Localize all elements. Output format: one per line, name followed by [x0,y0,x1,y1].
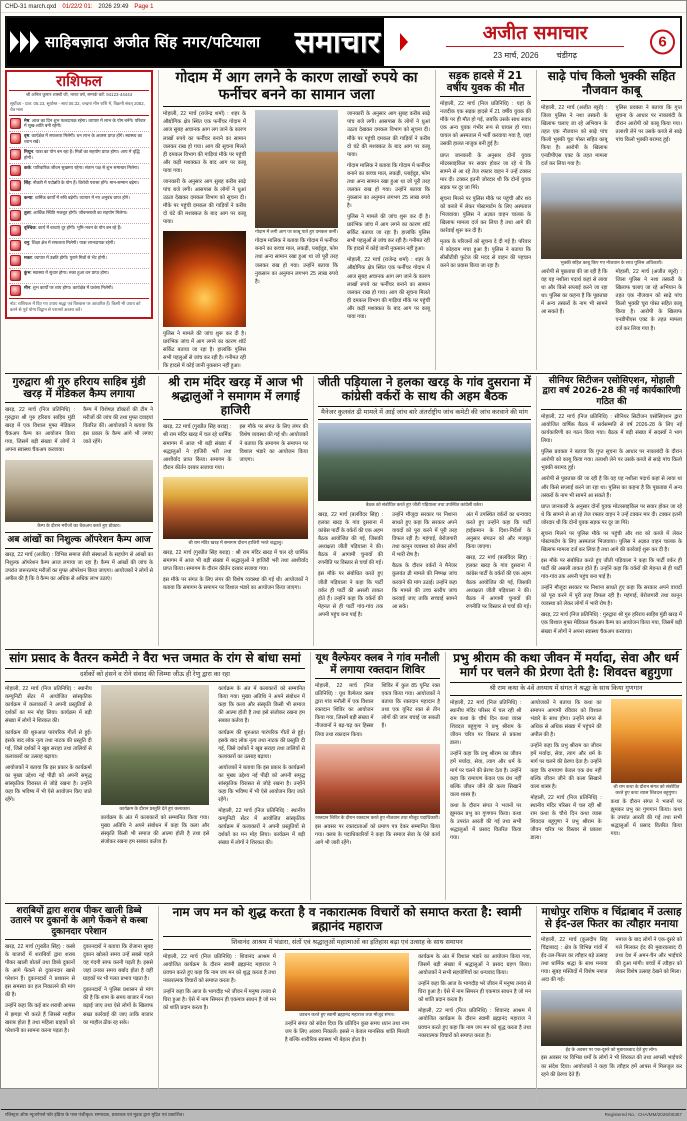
edition-name: साहिबज़ादा अजीत सिंह नगर/पटियाला [45,33,261,51]
sign-name: वृश्चिक [24,225,36,231]
list-item: सिंह: नौकरी में पदोन्नति के योग हैं। विरोधी परास्त होंगे। मान-सम्मान बढ़ेगा। [9,179,149,194]
headline-senior-citizen: सीनियर सिटीजन एसोसिएशन, मोहाली द्वारा वर्ष 2026-28 की नई कार्यकारिणी गठित की [541,376,682,410]
masthead-edition-block [7,18,384,66]
photo-caption: रक्तदान शिविर के दौरान रक्तदान करते हुए नौजवान तथा मौजूद पदाधिकारी। [315,814,440,820]
issue-date: 23 मार्च, 2026 [493,50,539,60]
article-fire-body [163,110,246,229]
photo-caption: श्री राम मंदिर खरड़ में समागम दौरान हाजिरी भरते श्रद्धालु। [188,539,283,545]
photo-swami [285,953,409,1011]
para: मोहाली, 22 मार्च (राजेन्द्र शर्मा) : शहर के औद्योगिक क्षेत्र स्थित एक फर्नीचर गोदाम में आज सुबह अचानक आग लग जाने के कारण लाखों रुपये का फर्नीचर बनाने का सामान जलकर राख हो गया। आग की सूचना मिलते ही दमकल विभाग की गाड़ियां मौके पर पहुंचीं और कड़ी मशक्कत के बाद आग पर काबू पाया गया। [347,257,430,320]
para: मोहाली, 22 मार्च (निज प्रतिनिधि) : स्थानीय मंदिर परिसर में चल रही श्री राम कथा के चौथे दिन कथा व्यास शिवदत्त बहुगुणा ने प्रभु श्रीराम के जीवन चरित्र पर विस्तार से प्रकाश डाला। [450,700,522,747]
sign-name: मिथुन [24,149,34,155]
subhead-swami: शिवानंद आश्रम में भंडारा, संतों एवं श्रद्धालुओं महात्माओं का इतिहास बढ़ा एवं उत्साह के साथ समापन [163,936,531,950]
list-item: मीन: शुभ कार्यों पर व्यय होगा। कार्यक्षेत्र में प्रशंसा मिलेगी। [9,284,149,298]
photo-caption: गोदाम में लगी आग पर काबू पाते हुए दमकल कर्मी। [255,229,338,235]
dateline [493,50,577,61]
sign-name: मेष [24,117,30,123]
para: मोहाली, 22 मार्च (निज प्रतिनिधि) : शिवानंद आश्रम में आयोजित कार्यक्रम के दौरान स्वामी ब्रह्मानंद महाराज ने प्रवचन करते हुए कहा कि नाम जप मन को शुद्ध करता है तथा नकारात्मक विचारों को समाप्त करता है। [418,1008,531,1039]
photo-caption: कैम्प के दौरान मरीजों का चैकअप करते हुए डॉक्टर। [37,522,121,528]
para: प्राप्त जानकारी के अनुसार दोनों युवक मोटरसाइकिल पर सवार होकर जा रहे थे कि सामने से आ रहे तेज रफ्तार वाहन ने उन्हें टक्कर मार दी। टक्कर इतनी जोरदार थी कि दोनों युवक सड़क पर दूर जा गिरे। [541,503,682,526]
subhead-cultural: दर्शकों को हंसने व रोने संवाद की जिम्मा जीऊ ही रेणु द्वारा का रहा [5,668,305,682]
headline-eye-camp: अब आंखों का निशुल्क ऑपरेशन कैम्प आज [5,535,153,548]
sign-text: शिक्षा क्षेत्र में सफलता मिलेगी। यात्रा लाभदायक रहेगी। [31,240,115,246]
para: उन्होंने संगत को संदेश दिया कि प्रतिदिन कुछ समय ध्यान तथा नाम जप के लिए अवश्य निकालें। इससे न केवल मानसिक शांति मिलती है बल्कि शारीरिक स्वास्थ्य भी बेहतर होता है। [284,1021,410,1044]
para: खरड़, 22 मार्च (गुरप्रीत सिंह बराड़) : श्री राम मंदिर खरड़ में चल रहे धार्मिक समागम में आज भी बड़ी संख्या में श्रद्धालुओं ने हाजिरी भरी तथा आशीर्वाद प्राप्त किया। समागम के दौरान कीर्तन दरबार सजाया गया। [163,549,308,572]
sign-name: धनु [24,240,30,246]
para: मोहाली, 22 मार्च (निज प्रतिनिधि) : सीनियर सिटीजन एसोसिएशन द्वारा आयोजित वार्षिक बैठक में सर्वसम्मति से वर्ष 2026-28 के लिए नई कार्यकारिणी का गठन किया गया। बैठक में बड़ी संख्या में सदस्यों ने भाग लिया। [541,414,682,445]
photo-police-seizure [541,173,682,259]
para: मोहाली, 22 मार्च (निज प्रतिनिधि) : स्थानीय मंदिर परिसर में चल रही श्री राम कथा के चौथे दिन कथा व्यास शिवदत्त बहुगुणा ने प्रभु श्रीराम के जीवन चरित्र पर विस्तार से प्रकाश डाला। [530,794,602,842]
para: कार्यक्रम के अंत में कलाकारों को सम्मानित किया गया। मुख्य अतिथि ने अपने संबोधन में कहा कि कला और संस्कृति किसी भी समाज की आत्मा होती है तथा इसे संजोकर रखना हम सबका कर्तव्य है। [100,815,210,846]
headline-cultural: सांग प्रसाद के वैतरन कमेटी ने वैरा भत्त जमात के रांग से बांधा समां [9,651,301,665]
file-name: CHD-31 march.qxd [5,3,57,10]
photo-caption: बैठक को संबोधित करते हुए जीती पड़ियाला तथा उपस्थित कांग्रेसी वर्कर। [365,502,484,508]
sign-text: आज का दिन शुभ फलदायक रहेगा। व्यापार में लाभ के योग बनेंगे। परिवार में सुख-शांति बनी रहेगी। [24,117,146,129]
list-item: कर्क: पारिवारिक जीवन सुखमय रहेगा। संतान पक्ष से शुभ समाचार मिलेगा। [9,164,149,179]
para: पुलिस ने मामले की जांच शुरू कर दी है। प्रारंभिक जांच में आग लगने का कारण शॉर्ट सर्किट बताया जा रहा है। हालांकि पुलिस सभी पहलुओं से जांच कर रही है। गनीमत रही कि हादसे में कोई जानी नुकसान नहीं हुआ। [347,214,431,253]
sign-name: कर्क [24,165,31,171]
photo-political-meeting [318,423,531,501]
headline-blood-camp: यूथ वैल्फेयर क्लब ने गांव मनौली में लगाया रक्तदान शिविर [315,652,440,679]
zodiac-capricorn-icon [10,255,21,266]
divider [446,46,623,47]
para: इस अवसर पर रक्तदाताओं को प्रमाण पत्र देकर सम्मानित किया गया। क्लब के पदाधिकारियों ने कहा कि समाज सेवा के ऐसे कार्य आगे भी जारी रहेंगे। [315,823,440,846]
headline-shopkeepers: शराबियों द्वारा शराब पीकर खाली डिब्बे उतारने पर दुकानों के आगे फेंकने से कस्बा दुकानदार परेशान [5,906,153,940]
headline-swami: नाम जप मन को शुद्ध करता है व नकारात्मक विचारों को समाप्त करता है: स्वामी ब्रह्मानंद महाराज [172,905,522,933]
para: इस मौके पर संगत के लिए लंगर की विशेष व्यवस्था की गई थी। आयोजकों ने बताया कि समागम के समापन पर विशाल भंडारे का आयोजन किया जाएगा। [239,424,308,463]
list-item: वृश्चिक: कार्य में बाधाएं दूर होंगी। भूमि-भवन के योग बन रहे हैं। [9,224,149,239]
list-item: मकर: व्यापार में उन्नति होगी। पुराने मित्रों से भेंट होगी। [9,254,149,269]
headline-temple: श्री राम मंदिर खरड़ में आज भी श्रद्धालुओं ने समागम में लगाई हाजिरी [163,376,308,420]
photo-market [255,110,338,228]
para: दुकानदारों ने पुलिस प्रशासन से मांग की है कि शाम के समय बाजार में गश्त बढ़ाई जाए तथा ऐसे लोगों के खिलाफ सख्त कार्रवाई की जाए ताकि बाजार का माहौल ठीक रह सके। [83,987,153,1026]
para: मृतक के परिजनों को सूचना दे दी गई है। परिवार में कोहराम मचा हुआ है। पुलिस ने बताया कि सीसीटीवी फुटेज की मदद से वाहन की पहचान करने का प्रयास किया जा रहा है। [440,239,531,270]
subhead-meeting: मैनेजर कुलवंत ढी मामले में आई जांच बारे अंतर्राष्ट्रीय जांच कमेटी की जांच करवाने की मांग [318,406,531,420]
sign-name: तुला [24,210,31,216]
photo-temple-event [163,477,308,539]
para: सूचना मिलने पर पुलिस मौके पर पहुंची और शव को कब्जे में लेकर पोस्टमार्टम के लिए अस्पताल भिजवाया। पुलिस ने अज्ञात वाहन चालक के खिलाफ मामला दर्ज कर लिया है तथा आगे की कार्रवाई शुरू कर दी है। [440,195,531,235]
sign-text: धार्मिक कार्यों में रुचि बढ़ेगी। व्यापार में नए अनुबंध प्राप्त होंगे। [34,195,130,201]
para: मोहाली, 22 मार्च (अजीत ब्यूरो) : जिला पुलिस ने नशा तस्करी के खिलाफ चलाए जा रहे अभियान के तहत एक नौजवान को साढ़े पांच किलो भुक्की चूरा पोस्त सहित काबू किया है। आरोपी के खिलाफ एनडीपीएस एक्ट के तहत मामला दर्ज कर लिया गया है। [615,269,682,332]
footer-imprint: रजिस्ट्रार ऑफ न्यूजपेपर्स फॉर इंडिया के पास पंजीकृत। सम्पादक, प्रकाशक एवं मुद्रक द्वारा मुद्रित एवं प्रकाशित। [5,1112,185,1117]
para: गोदाम मालिक ने बताया कि गोदाम में फर्नीचर बनाने का कच्चा माल, लकड़ी, प्लाईवुड, फोम तथा अन्य सामान रखा हुआ था जो पूरी तरह जलकर राख हो गया। उन्होंने बताया कि नुकसान का अनुमान लगभग 25 लाख रुपये है। [347,162,430,210]
para: मोहाली, 22 मार्च (निज प्रतिनिधि) : शिवानंद आश्रम में आयोजित कार्यक्रम के दौरान स्वामी ब्रह्मानंद महाराज ने प्रवचन करते हुए कहा कि नाम जप मन को शुद्ध करता है तथा नकारात्मक विचारों को समाप्त करता है। [163,954,276,985]
zodiac-virgo-icon [10,195,21,206]
para: मोहाली, 22 मार्च (निज प्रतिनिधि) : यूथ वैल्फेयर क्लब द्वारा गांव मनौली में एक विशाल रक्तदान शिविर का आयोजन किया गया, जिसमें बड़ी संख्या में नौजवानों ने बढ़-चढ़ कर हिस्सा लिया तथा रक्तदान किया। [315,683,374,738]
para: कथा के दौरान संगत ने भजनों पर झूमकर प्रभु का गुणगान किया। कथा के उपरांत आरती की गई तथा सभी श्रद्धालुओं में प्रसाद वितरित किया गया। [450,802,522,842]
para: जानकारी के अनुसार आग सुबह करीब साढ़े पांच बजे लगी। आसपास के लोगों ने धुआं उठता देखकर दमकल विभाग को सूचना दी। मौके पर पहुंची दमकल की गाड़ियों ने करीब दो घंटे की मशक्कत के बाद आग पर काबू पाया। [163,178,246,226]
brand-logo: अजीत समाचार [482,21,588,44]
para: उन्होंने मौजूदा सरकार पर निशाना साधते हुए कहा कि सरकार अपने वायदों को पूरा करने में पूरी तरह विफल रही है। महंगाई, बेरोजगारी तथा कानून व्यवस्था को लेकर लोगों में भारी रोष है। [541,585,682,608]
photo-caption: श्री राम कथा के दौरान संगत को संबोधित करते हुए कथा व्यास शिवदत्त बहुगुणा। [613,784,680,795]
zodiac-cancer-icon [10,165,21,176]
sign-text: कार्य में बाधाएं दूर होंगी। भूमि-भवन के योग बन रहे हैं। [38,225,122,231]
list-item: मिथुन: यात्रा का योग बन रहा है। मित्रों का सहयोग प्राप्त होगा। आय में वृद्धि होगी। [9,148,149,164]
para: उन्होंने मौजूदा सरकार पर निशाना साधते हुए कहा कि सरकार अपने वायदों को पूरा करने में पूरी तरह विफल रही है। महंगाई, बेरोजगारी तथा कानून व्यवस्था को लेकर लोगों में भारी रोष है। [392,512,457,559]
list-item: तुला: आर्थिक स्थिति मजबूत होगी। जीवनसाथी का सहयोग मिलेगा। [9,209,149,224]
para: उन्होंने कहा कि आज के भागदौड़ भरे जीवन में मनुष्य तनाव से घिरा हुआ है। ऐसे में नाम सिमरन ही एकमात्र साधन है जो मन को शांति प्रदान करता है। [163,989,276,1012]
zodiac-aries-icon [10,118,21,129]
para: इस अवसर पर विभिन्न धर्मों के लोगों ने भी शिरकत की तथा आपसी भाईचारे का संदेश दिया। आयोजकों ने कहा कि त्यौहार हमें आपस में मिलजुल कर रहने की प्रेरणा देते हैं। [541,1055,682,1078]
masthead-divider [384,18,424,66]
masthead-brand-block [424,18,680,66]
para: इस मौके पर संबोधित करते हुए जीती पड़ियाला ने कहा कि पार्टी वर्कर ही पार्टी की असली ताकत होते हैं। उन्होंने कहा कि वर्करों की मेहनत से ही पार्टी गांव-गांव तक अपनी पहुंच बना पाई है। [541,558,682,581]
headline-camp: गुरुद्वारा श्री गुरु हरिराय साहिब मुंडी खरड़ में मेडिकल कैम्प लगाया [5,376,153,403]
para: खरड़, 22 मार्च (बलविंदर सिंह) : हलका खरड़ के गांव दुसराना में कांग्रेस पार्टी के वर्करों की एक अहम बैठक आयोजित की गई, जिसकी अध्यक्षता जीती पड़ियाला ने की। बैठक में आगामी चुनावों की रणनीति पर विस्तार से चर्चा की गई। [466,555,531,610]
zodiac-gemini-icon [10,149,21,160]
para: आरोपी से पूछताछ की जा रही है कि वह यह नशीला पदार्थ कहां से लाया था और किसे सप्लाई करने जा रहा था। पुलिस का कहना है कि पूछताछ में अन्य तस्करों के नाम भी सामने आ सकते हैं। [541,476,682,499]
para: कैम्प में विशेषज्ञ डॉक्टरों की टीम ने मरीजों की जांच की तथा मुफ्त दवाइयां वितरित कीं। आयोजकों ने बताया कि इस प्रकार के कैम्प आगे भी लगाए जाते रहेंगे। [83,407,153,446]
sign-text: स्वास्थ्य में सुधार होगा। रुका हुआ धन प्राप्त होगा। [32,270,110,276]
file-date: 01/22/2 01: [62,3,93,10]
para: दुकानदारों ने बताया कि रोजाना सुबह दुकान खोलते समय उन्हें सबसे पहले यह गंदगी साफ करनी पड़ती है। इससे जहां उनका समय बर्बाद होता है वहीं ग्राहकों पर भी गलत प्रभाव पड़ता है। [83,944,153,983]
list-item: मेष: आज का दिन शुभ फलदायक रहेगा। व्यापार में लाभ के योग बनेंगे। परिवार में सुख-शांति बनी रहेगी। [9,116,149,132]
para: उन्होंने कहा कि प्रभु श्रीराम का जीवन हमें मर्यादा, सेवा, त्याग और धर्म के मार्ग पर चलने की प्रेरणा देता है। उन्होंने कहा कि रामायण केवल एक ग्रंथ नहीं बल्कि जीवन जीने की कला सिखाने वाला शास्त्र है। [530,743,602,790]
para: मोहाली, 22 मार्च (राजेन्द्र शर्मा) : शहर के औद्योगिक क्षेत्र स्थित एक फर्नीचर गोदाम में आज सुबह अचानक आग लग जाने के कारण लाखों रुपये का फर्नीचर बनाने का सामान जलकर राख हो गया। आग की सूचना मिलते ही दमकल विभाग की गाड़ियां मौके पर पहुंचीं और कड़ी मशक्कत के बाद आग पर काबू पाया गया। [163,111,246,174]
list-item: कन्या: धार्मिक कार्यों में रुचि बढ़ेगी। व्यापार में नए अनुबंध प्राप्त होंगे। [9,194,149,209]
photo-blood-donation [315,744,440,814]
para: आयोजकों ने बताया कि इस प्रकार के कार्यक्रमों का मुख्य उद्देश्य नई पीढ़ी को अपनी समृद्ध सांस्कृतिक विरासत से जोड़े रखना है। उन्होंने कहा कि भविष्य में भी ऐसे आयोजन किए जाते रहेंगे। [5,764,92,804]
para: पुलिस प्रवक्ता ने बताया कि गुप्त सूचना के आधार पर नाकाबंदी के दौरान आरोपी को काबू किया गया। तलाशी लेने पर उसके कब्जे से साढ़े पांच किलो भुक्की बरामद हुई। [541,449,682,472]
para: प्राप्त जानकारी के अनुसार दोनों युवक मोटरसाइकिल पर सवार होकर जा रहे थे कि सामने से आ रहे तेज रफ्तार वाहन ने उन्हें टक्कर मार दी। टक्कर इतनी जोरदार थी कि दोनों युवक सड़क पर दूर जा गिरे। [440,152,531,191]
list-item: वृष: कार्यक्षेत्र में सफलता मिलेगी। धन लाभ के अवसर प्राप्त होंगे। स्वास्थ्य का ध्यान रखें। [9,132,149,148]
para: उन्होंने कहा कि प्रभु श्रीराम का जीवन हमें मर्यादा, सेवा, त्याग और धर्म के मार्ग पर चलने की प्रेरणा देता है। उन्होंने कहा कि रामायण केवल एक ग्रंथ नहीं बल्कि जीवन जीने की कला सिखाने वाला शास्त्र है। [450,751,522,798]
sign-text: यात्रा का योग बन रहा है। मित्रों का सहयोग प्राप्त होगा। आय में वृद्धि होगी। [24,149,140,161]
sign-name: कुंभ [24,270,31,276]
headline-meeting: जीती पड़ियाला ने हलका खरड़ के गांव दुसराना में कांग्रेसी वर्करों के साथ की अहम बैठक [318,375,531,403]
para: सूचना मिलने पर पुलिस मौके पर पहुंची और शव को कब्जे में लेकर पोस्टमार्टम के लिए अस्पताल भिजवाया। पुलिस ने अज्ञात वाहन चालक के खिलाफ मामला दर्ज कर लिया है तथा आगे की कार्रवाई शुरू कर दी है। [541,530,682,553]
para: कार्यक्रम की शुरुआत पारंपरिक गीतों से हुई। इसके बाद लोक नृत्य तथा नाटक की प्रस्तुति दी गई, जिसे दर्शकों ने खूब सराहा तथा तालियों से कलाकारों का उत्साह बढ़ाया। [5,729,92,760]
arrow-icon [7,31,39,53]
photo-caption: कार्यक्रम के दौरान प्रस्तुति देते हुए कलाकार। [119,806,191,812]
headline-accident: सड़क हादसे में 21 वर्षीय युवक की मौत [440,70,531,97]
list-item: धनु: शिक्षा क्षेत्र में सफलता मिलेगी। यात्रा लाभदायक रहेगी। [9,239,149,254]
para: उन्होंने कहा कि आज के भागदौड़ भरे जीवन में मनुष्य तनाव से घिरा हुआ है। ऐसे में नाम सिमरन ही एकमात्र साधन है जो मन को शांति प्रदान करता है। [418,981,531,1004]
article-accident-body [440,100,531,273]
subhead-katha: श्री राम कथा के 4वें अध्याय में संगत ने श्रद्धा के साथ किया गुणगान [450,682,682,696]
rashifal-box [5,70,153,319]
para: कथा के दौरान संगत ने भजनों पर झूमकर प्रभु का गुणगान किया। कथा के उपरांत आरती की गई तथा सभी श्रद्धालुओं में प्रसाद वितरित किया गया। [610,798,682,838]
sign-text: शुभ कार्यों पर व्यय होगा। कार्यक्षेत्र में प्रशंसा मिलेगी। [32,285,114,291]
para: आयोजकों ने बताया कि इस प्रकार के कार्यक्रमों का मुख्य उद्देश्य नई पीढ़ी को अपनी समृद्ध सांस्कृतिक विरासत से जोड़े रखना है। उन्होंने कहा कि भविष्य में भी ऐसे आयोजन किए जाते रहेंगे। [218,764,305,804]
headline-fire: गोदाम में आग लगने के कारण लाखों रुपये का फर्नीचर बनने का सामान जला [163,70,430,107]
para: अंत में उपस्थित वर्करों का धन्यवाद करते हुए उन्होंने कहा कि पार्टी हाईकमान के दिशा-निर्देशों के अनुसार संगठन को और मजबूत किया जाएगा। [466,512,531,551]
photo-katha [611,699,682,783]
rashifal-title: राशिफल [9,74,149,91]
sign-text: पारिवारिक जीवन सुखमय रहेगा। संतान पक्ष से शुभ समाचार मिलेगा। [33,165,140,171]
zodiac-leo-icon [10,180,21,191]
para: पुलिस प्रवक्ता ने बताया कि गुप्त सूचना के आधार पर नाकाबंदी के दौरान आरोपी को काबू किया गया। तलाशी लेने पर उसके कब्जे से साढ़े पांच किलो भुक्की बरामद हुई। [615,104,682,143]
photo-caption: प्रवचन करते हुए स्वामी ब्रह्मानंद महाराज तथा मौजूद संगत। [299,1012,395,1018]
para: मोहाली, 22 मार्च (निज प्रतिनिधि) : स्थानीय कम्युनिटी सेंटर में आयोजित सांस्कृतिक कार्यक्रम में कलाकारों ने अपनी प्रस्तुतियों से दर्शकों का मन मोह लिया। कार्यक्रम में बड़ी संख्या में लोगों ने शिरकत की। [5,686,92,725]
para: कार्यक्रम के अंत में विशाल भंडारे का आयोजन किया गया, जिसमें बड़ी संख्या में श्रद्धालुओं ने प्रसाद ग्रहण किया। आयोजकों ने सभी सहयोगियों का धन्यवाद किया। [418,954,531,977]
zodiac-sagittarius-icon [10,240,21,251]
para: कार्यक्रम की शुरुआत पारंपरिक गीतों से हुई। इसके बाद लोक नृत्य तथा नाटक की प्रस्तुति दी गई, जिसे दर्शकों ने खूब सराहा तथा तालियों से कलाकारों का उत्साह बढ़ाया। [218,729,305,760]
zodiac-aquarius-icon [10,270,21,281]
rashifal-disclaimer: नोट: राशिफल में दिए गए उपाय श्रद्धा एवं विश्वास पर आधारित हैं। किसी भी उपाय को करने से पूर्व योग्य विद्वान से परामर्श अवश्य करें। [9,298,149,315]
para: मोहाली, 22 मार्च (निज प्रतिनिधि) : यहां के नजदीक एक सड़क हादसे में 21 वर्षीय युवक की मौके पर ही मौत हो गई, जबकि उसके साथ सवार एक अन्य युवक गंभीर रूप से घायल हो गया। घायल को अस्पताल में भर्ती करवाया गया है, जहां उसकी हालत नाजुक बनी हुई है। [440,101,531,148]
para: कार्यक्रम के अंत में कलाकारों को सम्मानित किया गया। मुख्य अतिथि ने अपने संबोधन में कहा कि कला और संस्कृति किसी भी समाज की आत्मा होती है तथा इसे संजोकर रखना हम सबका कर्तव्य है। [218,686,305,725]
para: गोदाम मालिक ने बताया कि गोदाम में फर्नीचर बनाने का कच्चा माल, लकड़ी, प्लाईवुड, फोम तथा अन्य सामान रखा हुआ था जो पूरी तरह जलकर राख हो गया। उन्होंने बताया कि नुकसान का अनुमान लगभग 25 लाख रुपये है। [255,238,338,285]
headline-drugs: साढ़े पांच किलो भुक्की सहित नौजवान काबू [541,70,682,101]
zodiac-taurus-icon [10,133,21,144]
sign-text: आर्थिक स्थिति मजबूत होगी। जीवनसाथी का सहयोग मिलेगा। [33,210,128,216]
sign-text: कार्यक्षेत्र में सफलता मिलेगी। धन लाभ के अवसर प्राप्त होंगे। स्वास्थ्य का ध्यान रखें। [24,133,143,145]
photo-eid [541,990,682,1046]
photo-fire [163,231,246,327]
sign-name: मकर [24,255,32,261]
para: इस मौके पर संगत के लिए लंगर की विशेष व्यवस्था की गई थी। आयोजकों ने बताया कि समागम के समापन पर विशाल भंडारे का आयोजन किया जाएगा। [163,576,308,591]
list-item: कुंभ: स्वास्थ्य में सुधार होगा। रुका हुआ धन प्राप्त होगा। [9,269,149,284]
para: बैठक के दौरान वर्करों ने मैनेजर कुलवंत ढी मामले की निष्पक्ष जांच करवाने की मांग उठाई। उन्होंने कहा कि मामले की उच्च स्तरीय जांच करवाई जाए ताकि सच्चाई सामने आ सके। [392,563,457,610]
masthead-wordmark: समाचार [294,25,380,60]
zodiac-pisces-icon [10,285,21,296]
sign-name: वृष [24,133,29,139]
zodiac-scorpio-icon [10,225,21,236]
footer-registration: Registered No.: CHA/MM/2026/00357 [604,1112,682,1117]
sign-name: मीन [24,285,31,291]
file-page: Page 1 [134,3,154,10]
file-info-strip [1,1,686,13]
para: खरड़, 22 मार्च (बलविंदर सिंह) : हलका खरड़ के गांव दुसराना में कांग्रेस पार्टी के वर्करों की एक अहम बैठक आयोजित की गई, जिसकी अध्यक्षता जीती पड़ियाला ने की। बैठक में आगामी चुनावों की रणनीति पर विस्तार से चर्चा की गई। [318,512,383,567]
para: खरड़, 22 मार्च (गुरप्रीत सिंह बराड़) : श्री राम मंदिर खरड़ में चल रहे धार्मिक समागम में आज भी बड़ी संख्या में श्रद्धालुओं ने हाजिरी भरी तथा आशीर्वाद प्राप्त किया। समागम के दौरान कीर्तन दरबार सजाया गया। [163,424,232,471]
para: उन्होंने कहा कि कई बार शराबी आपस में झगड़ा भी करते हैं जिससे माहौल खराब होता है तथा महिला ग्राहकों को परेशानी का सामना करना पड़ता है। [5,1003,75,1034]
para: खरड़, 22 मार्च (अजीत) : विभिन्न समाज सेवी संस्थाओं के सहयोग से आंखों का निशुल्क ऑपरेशन कैम्प आज लगाया जा रहा है। कैम्प में आंखों की जांच के उपरांत जरूरतमंद मरीजों का मुफ्त ऑपरेशन किया जाएगा। आयोजकों ने लोगों से अपील की है कि वे कैम्प का अधिक से अधिक लाभ उठाएं। [5,551,153,582]
headline-katha: प्रभु श्रीराम की कथा जीवन में मर्यादा, सेवा और धर्म मार्ग पर चलने की प्रेरणा देती है: शिवदत्त बहुगुणा [453,651,679,679]
para: आरोपी से पूछताछ की जा रही है कि वह यह नशीला पदार्थ कहां से लाया था और किसे सप्लाई करने जा रहा था। पुलिस का कहना है कि पूछताछ में अन्य तस्करों के नाम भी सामने आ सकते हैं। [541,269,608,316]
sign-text: व्यापार में उन्नति होगी। पुराने मित्रों से भेंट होगी। [34,255,107,261]
para: मोहाली, 22 मार्च (निज प्रतिनिधि) : स्थानीय कम्युनिटी सेंटर में आयोजित सांस्कृतिक कार्यक्रम में कलाकारों ने अपनी प्रस्तुतियों से दर्शकों का मन मोह लिया। कार्यक्रम में बड़ी संख्या में लोगों ने शिरकत की। [218,808,305,847]
page-number-badge: 6 [650,30,675,55]
zodiac-libra-icon [10,210,21,221]
page-footer [1,1109,686,1121]
file-time: 2026 29:49 [98,3,129,10]
para: जानकारी के अनुसार आग सुबह करीब साढ़े पांच बजे लगी। आसपास के लोगों ने धुआं उठता देखकर दमकल विभाग को सूचना दी। मौके पर पहुंची दमकल की गाड़ियों ने करीब दो घंटे की मशक्कत के बाद आग पर काबू पाया। [347,111,430,158]
triangle-icon [400,33,408,51]
photo-medical-camp [5,460,153,522]
rashifal-subtitle: श्री अनिल कुमार शास्त्री जी, भारत वर्ष, सम्पर्क करें: 94123-44444 [25,92,133,97]
sign-name: कन्या [24,195,33,201]
masthead [5,16,682,68]
photo-caption: ईद के अवसर पर एक-दूसरे को मुबारकबाद देते हुए लोग। [565,1046,658,1052]
para: खरड़, 22 मार्च (निज प्रतिनिधि) : गुरुद्वारा श्री गुरु हरिराय साहिब मुंडी खरड़ में एक विशाल मुफ्त मेडिकल चैकअप कैम्प का आयोजन किया गया, जिसमें बड़ी संख्या में लोगों ने अपना स्वास्थ्य चैकअप करवाया। [541,612,682,635]
rashifal-panchang: सूर्योदय - प्रात: 06:23, सूर्यास्त - सायं 06:32, चन्द्रमा मीन राशि में, विक्रमी संवत् 2082, चैत्र मास [9,99,149,116]
para: नमाज के बाद लोगों ने एक-दूसरे को गले मिलकर ईद की मुबारकबाद दी तथा देश में अमन-चैन और भाईचारे की दुआ मांगी। बच्चों में त्यौहार को लेकर विशेष उत्साह देखने को मिला। [615,937,682,976]
para: खरड़, 22 मार्च (गुरप्रीत सिंह) : कस्बे के बाजारों में शराबियों द्वारा शराब पीकर खाली बोतलें तथा डिब्बे दुकानों के आगे फेंकने से दुकानदार खासे परेशान हैं। दुकानदारों ने प्रशासन से इस समस्या का हल निकालने की मांग की है। [5,944,75,999]
para: आयोजकों ने बताया कि कथा का समापन आगामी रविवार को विशाल भंडारे के साथ होगा। उन्होंने संगत से अधिक से अधिक संख्या में पहुंचने की अपील की है। [530,700,602,739]
photo-caption: भुक्की सहित काबू किए गए नौजवान के साथ पुलिस अधिकारी। [560,260,663,266]
para: मोहाली, 22 मार्च (कुलदीप सिंह चिंद्राबाद) : क्षेत्र के विभिन्न गांवों में ईद-उल-फितर का त्यौहार बड़े उत्साह तथा धार्मिक श्रद्धा के साथ मनाया गया। सुबह मस्जिदों में विशेष नमाज अदा की गई। [541,937,608,984]
sign-name: सिंह [24,180,31,186]
para: पुलिस ने मामले की जांच शुरू कर दी है। प्रारंभिक जांच में आग लगने का कारण शॉर्ट सर्किट बताया जा रहा है। हालांकि पुलिस सभी पहलुओं से जांच कर रही है। गनीमत रही कि हादसे में कोई जानी नुकसान नहीं हुआ। [163,331,247,370]
para: शिविर में कुल 85 यूनिट रक्त एकत्र किया गया। आयोजकों ने बताया कि रक्तदान महादान है तथा एक यूनिट रक्त से तीन लोगों की जान बचाई जा सकती है। [381,683,440,730]
para: खरड़, 22 मार्च (निज प्रतिनिधि) : गुरुद्वारा श्री गुरु हरिराय साहिब मुंडी खरड़ में एक विशाल मुफ्त मेडिकल चैकअप कैम्प का आयोजन किया गया, जिसमें बड़ी संख्या में लोगों ने अपना स्वास्थ्य चैकअप करवाया। [5,407,75,454]
sign-text: नौकरी में पदोन्नति के योग हैं। विरोधी परास्त होंगे। मान-सम्मान बढ़ेगा। [32,180,140,186]
para: मोहाली, 22 मार्च (अजीत ब्यूरो) : जिला पुलिस ने नशा तस्करी के खिलाफ चलाए जा रहे अभियान के तहत एक नौजवान को साढ़े पांच किलो भुक्की चूरा पोस्त सहित काबू किया है। आरोपी के खिलाफ एनडीपीएस एक्ट के तहत मामला दर्ज कर लिया गया है। [541,104,608,168]
photo-cultural-program [101,685,209,805]
para: इस मौके पर संबोधित करते हुए जीती पड़ियाला ने कहा कि पार्टी वर्कर ही पार्टी की असली ताकत होते हैं। उन्होंने कहा कि वर्करों की मेहनत से ही पार्टी गांव-गांव तक अपनी पहुंच बना पाई है। [318,571,383,618]
headline-eid: माधोपुर राशिफ व चिंद्राबाद में उत्साह से ईद-उल फितर का त्यौहार मनाया [541,906,682,933]
issue-city: चंडीगढ़ [556,50,577,60]
